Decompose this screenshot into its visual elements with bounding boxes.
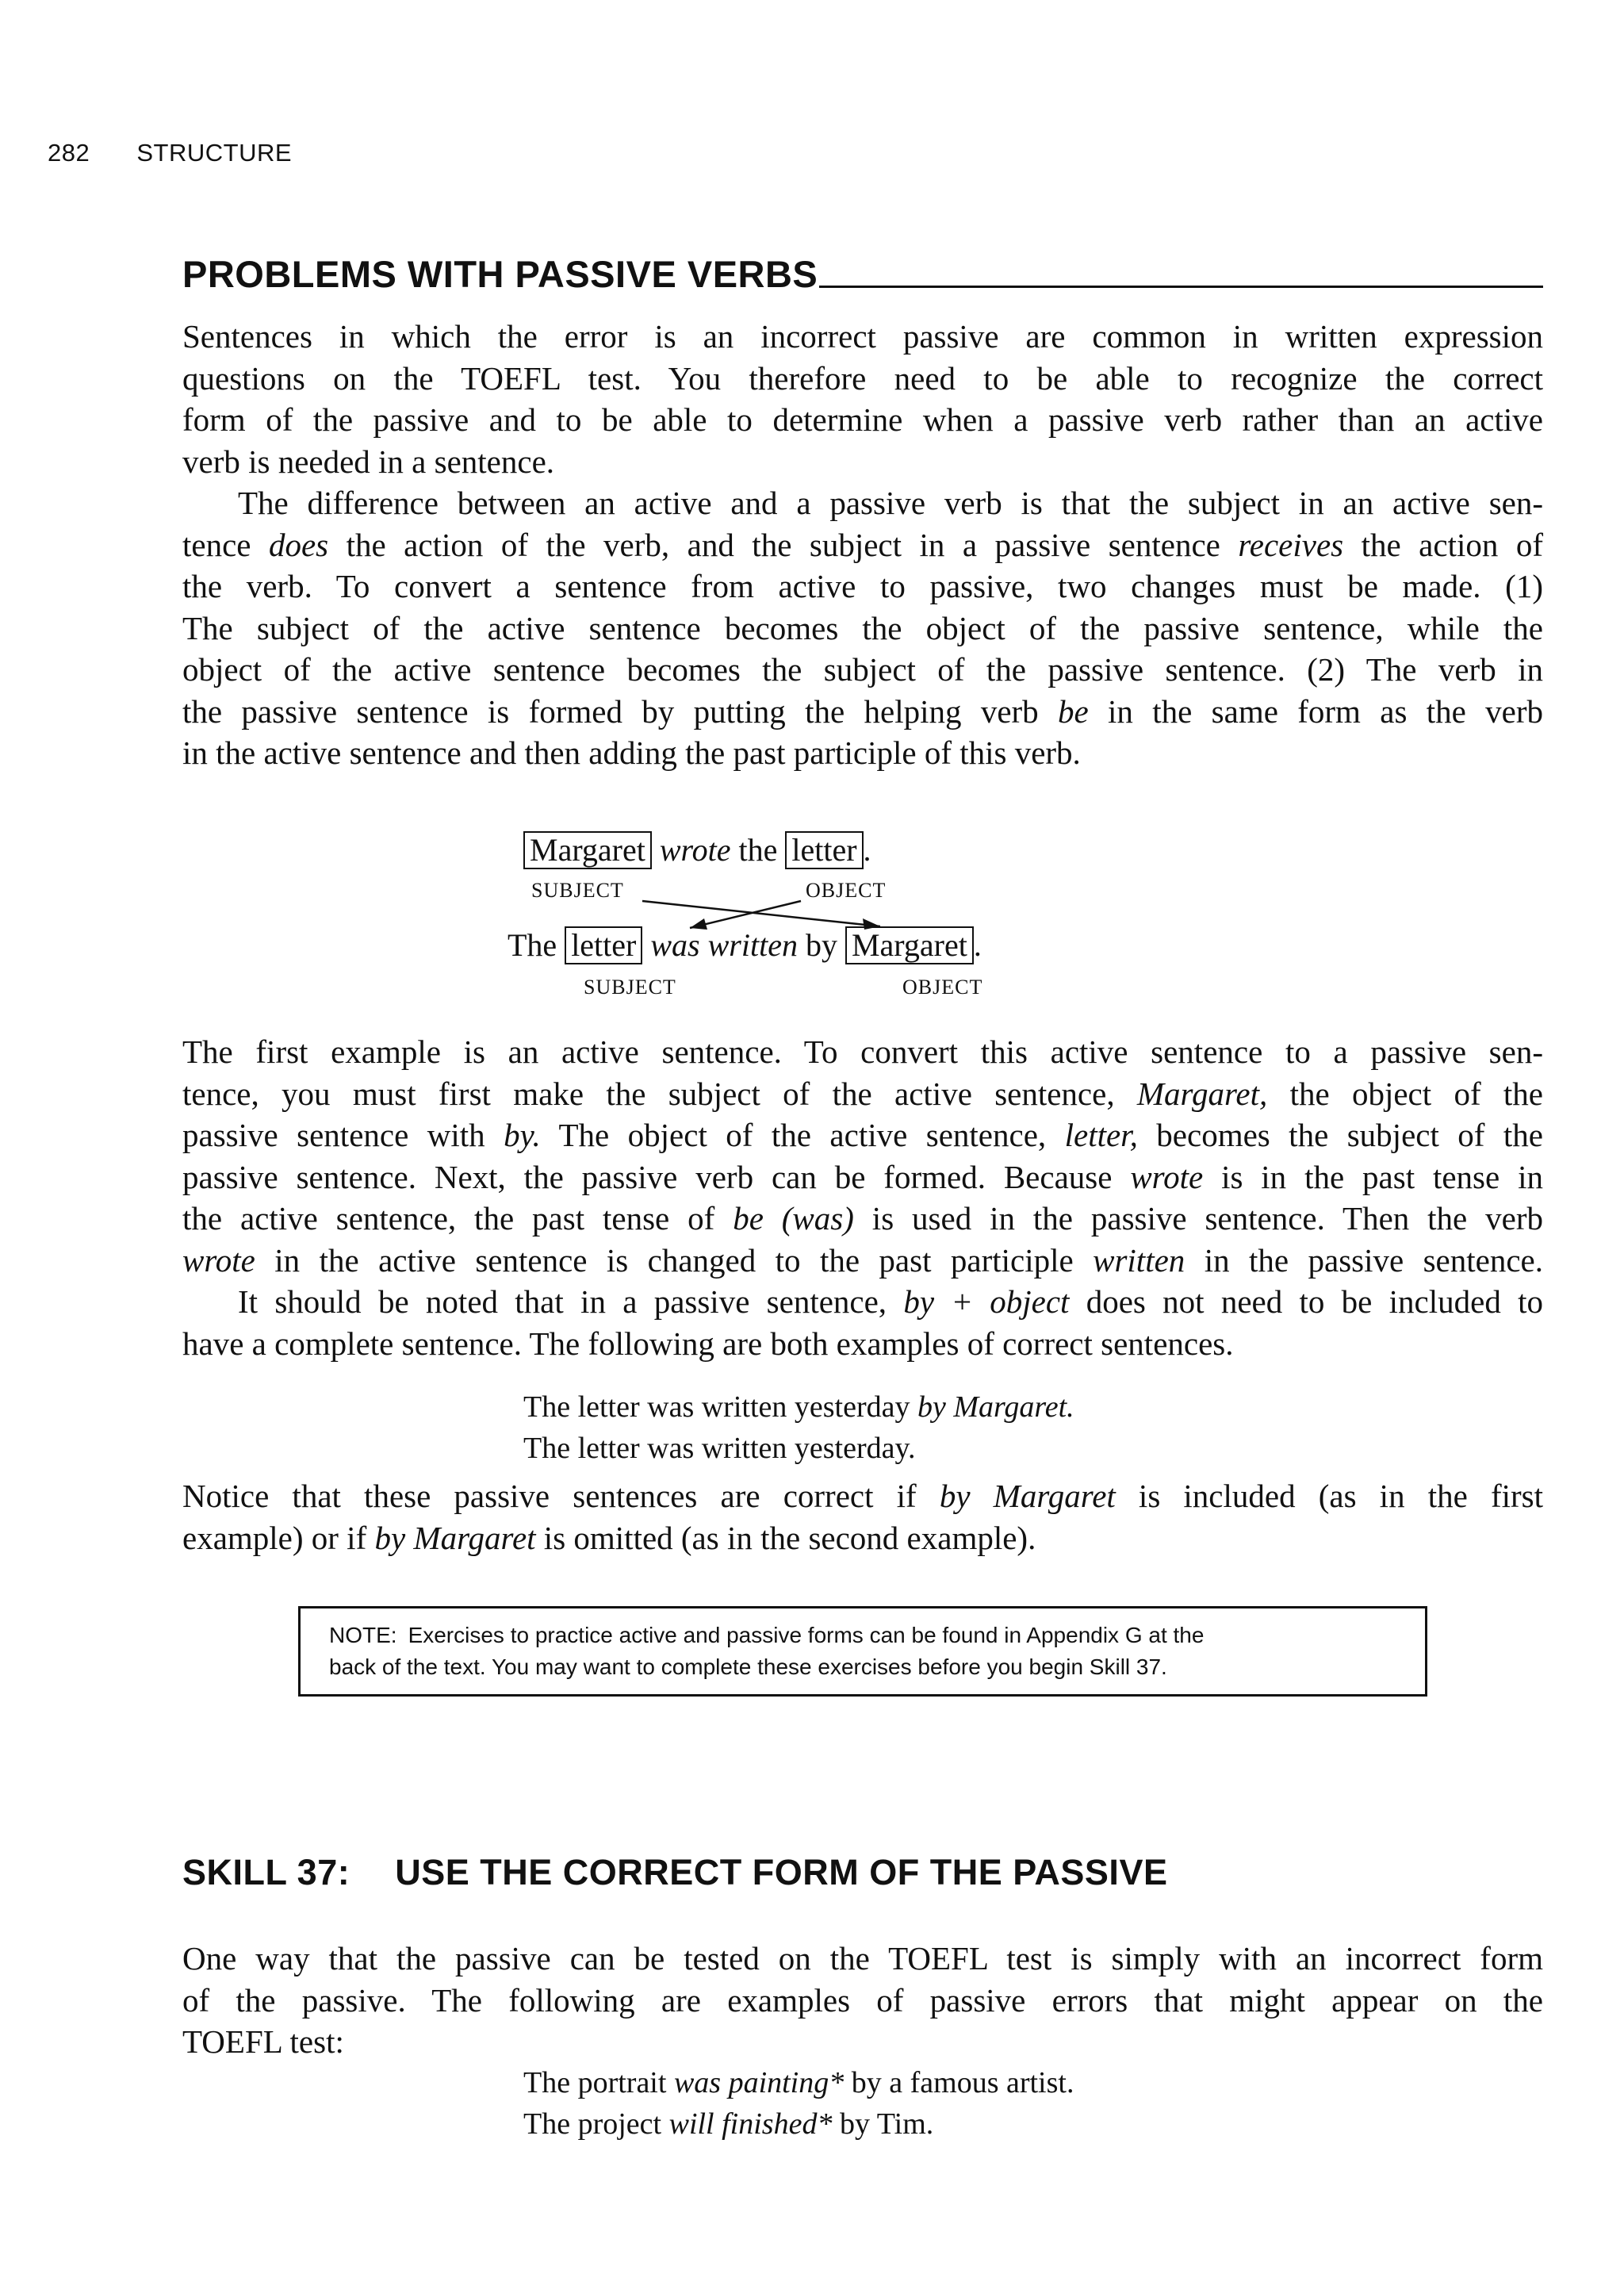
explanation-line: have a complete sentence. The following are both examples of correct sentences.: [182, 1325, 1234, 1362]
active-subject-box: Margaret: [523, 831, 652, 869]
active-passive-diagram: [508, 831, 1063, 1022]
passive-object-box: Margaret: [845, 926, 974, 964]
subject-to-object-arrow: [642, 901, 880, 926]
object-to-subject-arrow: [690, 901, 801, 928]
correct-examples: [523, 1386, 1074, 1469]
intro-line: object of the active sentence becomes the subject of the passive sentence. (2) The verb in: [182, 651, 1543, 688]
error-examples: [523, 2062, 1074, 2145]
passive-subject-label: SUBJECT: [584, 976, 676, 999]
passive-verb: was written: [650, 927, 798, 963]
section-name: STRUCTURE: [136, 139, 293, 167]
skill-line: of the passive. The following are examples of passive errors that might appear on the: [182, 1981, 1543, 2019]
passive-subject-box: letter: [565, 926, 642, 964]
active-subject-label: SUBJECT: [531, 879, 624, 902]
intro-line: The difference between an active and a passive verb is that the subject in an active sen-: [238, 485, 1543, 521]
skill-line: One way that the passive can be tested on the TOEFL test is simply with an incorrect form: [182, 1940, 1543, 1977]
explanation-paragraphs: [182, 1031, 1543, 1364]
skill-title: USE THE CORRECT FORM OF THE PASSIVE: [395, 1852, 1168, 1892]
note-label: NOTE:: [329, 1623, 397, 1647]
passive-object-label: OBJECT: [902, 976, 983, 999]
error-example: The project will finished* by Tim.: [523, 2107, 934, 2141]
page-number: 282: [48, 139, 90, 167]
note-line: NOTE: Exercises to practice active and passive forms can be found in Appendix G at the: [329, 1623, 1205, 1647]
explanation-line: wrote in the active sentence is changed to the past participle written in the passive sentence.: [182, 1241, 1543, 1279]
intro-line: form of the passive and to be able to determine when a passive verb rather than an active: [182, 401, 1543, 438]
example-sentence: The letter was written yesterday.: [523, 1432, 916, 1465]
notice-line: Notice that these passive sentences are correct if by Margaret is included (as in the first: [182, 1478, 1543, 1514]
notice-paragraph: [182, 1475, 1543, 1559]
explanation-line: the active sentence, the past tense of be (was) is used in the passive sentence. Then the verb: [182, 1200, 1544, 1237]
explanation-line: The first example is an active sentence. To convert this active sentence to a passive sen-: [182, 1033, 1543, 1070]
intro-line: Sentences in which the error is an incorrect passive are common in written expression: [182, 318, 1543, 355]
skill-line: TOEFL test:: [182, 2023, 344, 2060]
active-sentence: Margaret wrote the letter .: [523, 831, 871, 869]
intro-paragraphs: [182, 316, 1543, 774]
skill-heading: [182, 1852, 1167, 1893]
intro-line: questions on the TOEFL test. You therefore need to be able to recognize the correct: [182, 359, 1543, 397]
skill-number: SKILL 37:: [182, 1852, 350, 1892]
passive-sentence: The letter was written by Margaret .: [508, 927, 982, 963]
intro-line: the passive sentence is formed by putting the helping verb be in the same form as the verb: [182, 692, 1544, 730]
note-line: back of the text. You may want to complete these exercises before you begin Skill 37.: [329, 1654, 1167, 1679]
intro-line: tence does the action of the verb, and the subject in a passive sentence receives the action of: [182, 526, 1543, 563]
section-title: [182, 252, 1543, 296]
active-object-box: letter: [785, 831, 863, 869]
intro-line: in the active sentence and then adding the past participle of this verb.: [182, 734, 1081, 771]
notice-line: example) or if by Margaret is omitted (as in the second example).: [182, 1519, 1036, 1556]
intro-line: The subject of the active sentence becomes the object of the passive sentence, while the: [182, 609, 1543, 646]
active-object-label: OBJECT: [806, 879, 887, 902]
explanation-line: It should be noted that in a passive sentence, by + object does not need to be included to: [238, 1283, 1543, 1320]
title-rule: [819, 286, 1543, 288]
section-title-text: PROBLEMS WITH PASSIVE VERBS: [182, 253, 818, 295]
intro-line: verb is needed in a sentence.: [182, 443, 555, 480]
example-sentence: The letter was written yesterday by Margaret.: [523, 1390, 1074, 1424]
explanation-line: passive sentence with by. The object of the active sentence, letter, becomes the subject of the: [182, 1117, 1543, 1153]
running-head: [48, 139, 292, 167]
explanation-line: tence, you must first make the subject of the active sentence, Margaret, the object of the: [182, 1075, 1543, 1112]
intro-line: the verb. To convert a sentence from active to passive, two changes must be made. (1): [182, 568, 1543, 604]
active-verb: wrote: [659, 832, 731, 868]
note-box: [298, 1606, 1427, 1697]
explanation-line: passive sentence. Next, the passive verb can be formed. Because wrote is in the past tense in: [182, 1158, 1543, 1195]
error-example: The portrait was painting* by a famous artist.: [523, 2066, 1074, 2099]
skill-paragraph: [182, 1938, 1543, 2063]
